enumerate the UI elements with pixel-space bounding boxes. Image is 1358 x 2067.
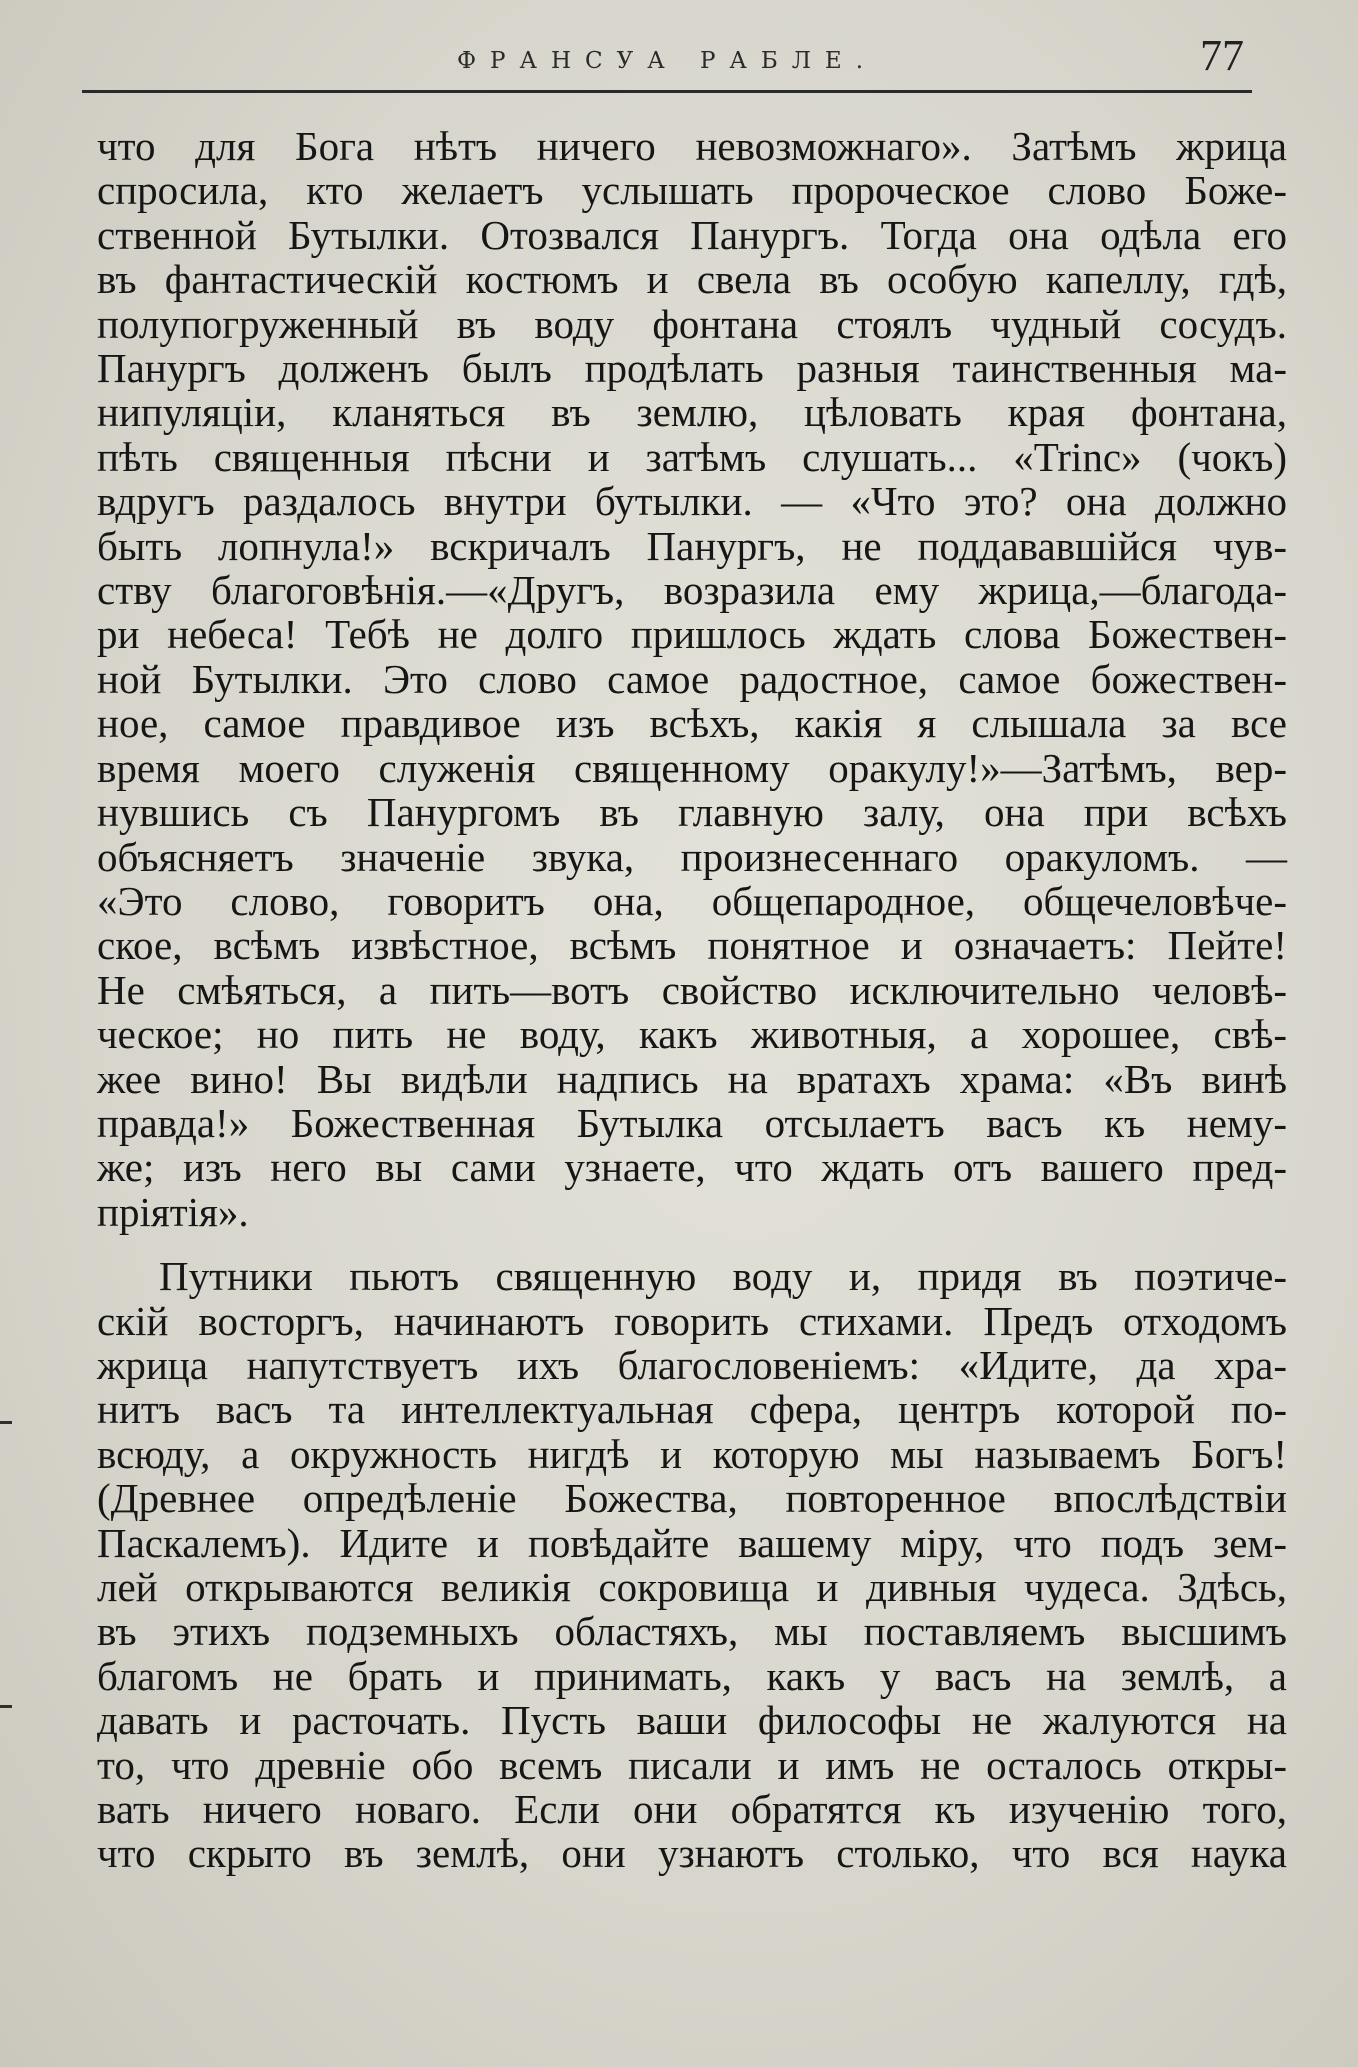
margin-mark: [0, 1705, 12, 1708]
text-line: всюду, а окружность нигдѣ и которую мы называемъ Богъ!: [97, 1430, 1287, 1477]
text-line: въ фантастическій костюмъ и свела въ особую капеллу, гдѣ,: [97, 256, 1287, 303]
text-line: ной Бутылки. Это слово самое радостное, самое божествен-: [97, 655, 1287, 702]
text-line: пріятія».: [97, 1188, 249, 1235]
text-line: спросила, кто желаетъ услышать пророческое слово Боже-: [97, 167, 1287, 214]
page-header: [82, 28, 1252, 94]
text-line: благомъ не брать и принимать, какъ у васъ на землѣ, а: [97, 1652, 1287, 1699]
text-line: полупогруженный въ воду фонтана стоялъ чудный сосудъ.: [97, 300, 1287, 347]
text-line: Путники пьютъ священную воду и, придя въ поэтиче-: [159, 1253, 1287, 1300]
text-line: нипуляціи, кланяться въ землю, цѣловать края фонтана,: [97, 389, 1287, 436]
text-line: жее вино! Вы видѣли надпись на вратахъ храма: «Въ винѣ: [97, 1055, 1287, 1102]
text-line: что для Бога нѣтъ ничего невозможнаго». Затѣмъ жрица: [97, 123, 1287, 169]
paragraph-gap: [97, 1234, 1287, 1254]
margin-mark: [0, 1421, 12, 1424]
text-line: ству благоговѣнія.—«Другъ, возразила ему жрица,—благода-: [97, 567, 1287, 614]
text-line: быть лопнула!» вскричалъ Панургъ, не поддававшійся чув-: [97, 522, 1287, 569]
text-line: же; изъ него вы сами узнаете, что ждать отъ вашего пред-: [97, 1144, 1287, 1191]
text-line: вать ничего новаго. Если они обратятся къ изученію того,: [97, 1786, 1287, 1833]
header-rule: [82, 90, 1252, 93]
text-line: «Это слово, говоритъ она, общепародное, общечеловѣче-: [97, 877, 1287, 924]
text-line: давать и расточать. Пусть ваши философы не жалуются на: [97, 1697, 1287, 1744]
text-line: въ этихъ подземныхъ областяхъ, мы поставляемъ высшимъ: [97, 1608, 1287, 1655]
body-text: [97, 124, 1287, 1876]
text-line: Панургъ долженъ былъ продѣлать разныя таинственныя ма-: [97, 345, 1287, 392]
text-line: скій восторгъ, начинаютъ говорить стихами. Предъ отходомъ: [97, 1297, 1287, 1344]
text-line: ри небеса! Тебѣ не долго пришлось ждать слова Божествен-: [97, 611, 1287, 658]
text-line: жрица напутствуетъ ихъ благословеніемъ: «Идите, да хра-: [97, 1341, 1287, 1388]
paragraph: [97, 124, 1287, 1234]
text-line: Паскалемъ). Идите и повѣдайте вашему міру, что подъ зем-: [97, 1519, 1287, 1566]
text-line: (Древнее опредѣленіе Божества, повторенное впослѣдствіи: [97, 1475, 1287, 1522]
text-line: пѣть священныя пѣсни и затѣмъ слушать... «Trinc» (чокъ): [97, 433, 1287, 480]
paragraph: [97, 1254, 1287, 1876]
text-line: лей открываются великія сокровища и дивныя чудеса. Здѣсь,: [97, 1564, 1287, 1610]
text-line: то, что древніе обо всемъ писали и имъ не осталось откры-: [97, 1741, 1287, 1788]
text-line: нитъ васъ та интеллектуальная сфера, центръ которой по-: [97, 1386, 1287, 1433]
text-line: что скрыто въ землѣ, они узнаютъ столько, что вся наука: [97, 1830, 1287, 1877]
text-line: ное, самое правдивое изъ всѣхъ, какія я слышала за все: [97, 700, 1287, 747]
text-line: Не смѣяться, а пить—вотъ свойство исключительно человѣ-: [97, 966, 1287, 1013]
text-line: объясняетъ значеніе звука, произнесеннаго оракуломъ. —: [97, 833, 1287, 880]
text-line: время моего служенія священному оракулу!»—Затѣмъ, вер-: [97, 744, 1287, 791]
page-number: 77: [1200, 31, 1244, 80]
text-line: ческое; но пить не воду, какъ животныя, а хорошее, свѣ-: [97, 1011, 1287, 1058]
text-line: нувшись съ Панургомъ въ главную залу, она при всѣхъ: [97, 789, 1287, 836]
running-head: ФРАНСУА РАБЛЕ.: [456, 48, 878, 74]
text-line: вдругъ раздалось внутри бутылки. — «Что это? она должно: [97, 478, 1287, 525]
text-line: правда!» Божественная Бутылка отсылаетъ васъ къ нему-: [97, 1099, 1287, 1146]
text-line: ственной Бутылки. Отозвался Панургъ. Тогда она одѣла его: [97, 211, 1287, 258]
text-line: ское, всѣмъ извѣстное, всѣмъ понятное и означаетъ: Пейте!: [97, 922, 1287, 969]
